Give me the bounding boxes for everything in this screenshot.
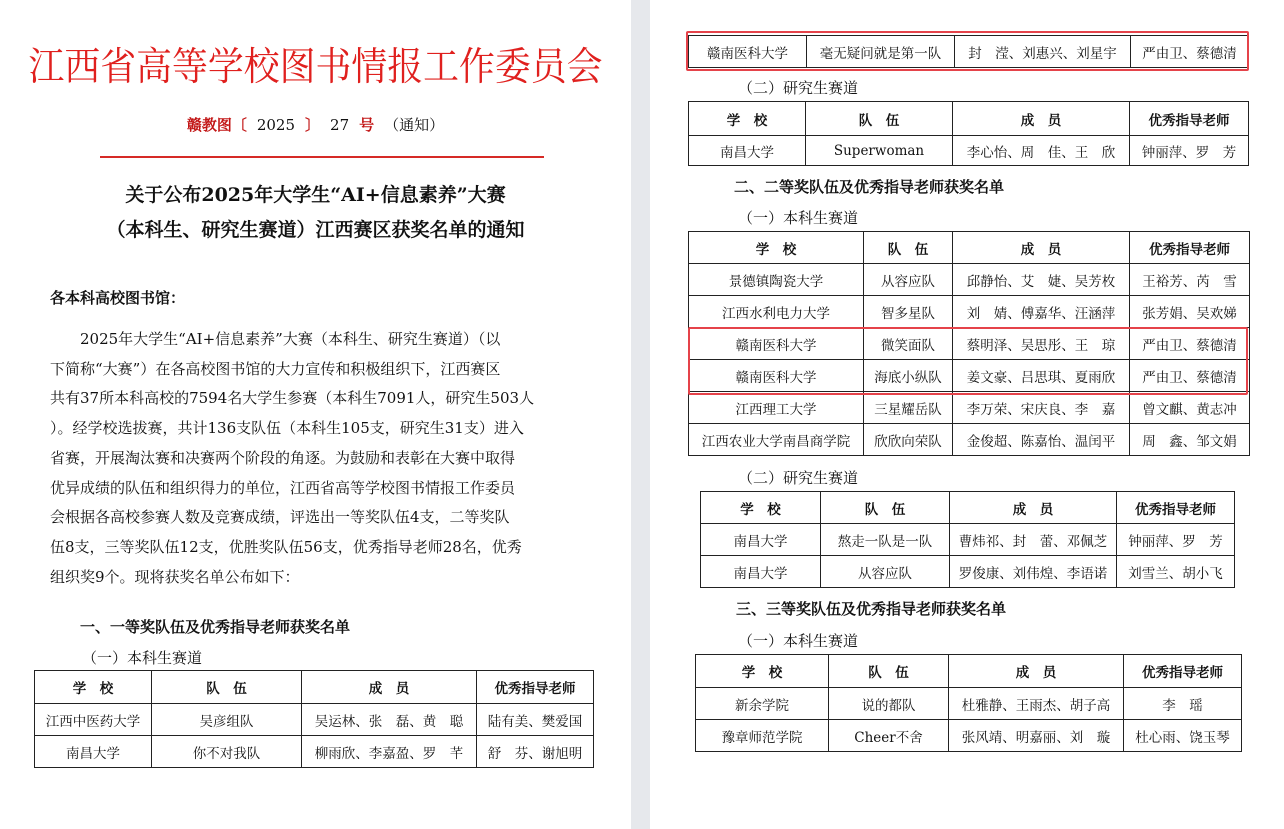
header-advisors: 优秀指导老师 [1130, 102, 1249, 136]
cell-members: 张风靖、明嘉丽、刘 璇 [949, 720, 1124, 752]
header-members: 成 员 [949, 655, 1124, 688]
cell-advisors: 张芳娟、吴欢娣 [1130, 296, 1250, 328]
document-page-left [0, 0, 631, 829]
table-header-row [689, 232, 1250, 264]
body-line: 组织奖9个。现将获奖名单公布如下： [50, 567, 300, 586]
header-school: 学 校 [689, 232, 864, 264]
subsection-undergrad: （一）本科生赛道 [738, 209, 859, 227]
subsection-grad: （二）研究生赛道 [738, 469, 859, 487]
cell-advisors: 严由卫、蔡德清 [1130, 328, 1250, 360]
cell-advisors: 王裕芳、芮 雪 [1130, 264, 1250, 296]
cell-members: 蔡明泽、吴思彤、王 琼 [953, 328, 1130, 360]
first-prize-grad-table [688, 101, 1249, 166]
cell-team: 熬走一队是一队 [821, 524, 950, 556]
table-row [701, 556, 1235, 588]
cell-team: Superwoman [806, 136, 953, 166]
section-heading-second-prize: 二、二等奖队伍及优秀指导老师获奖名单 [734, 178, 1005, 196]
table-header-row [701, 492, 1235, 524]
table-row [701, 524, 1235, 556]
cell-members: 李万荣、宋庆良、李 嘉 [953, 392, 1130, 424]
cell-team: 海底小纵队 [864, 360, 953, 392]
body-line: 下简称“大赛”）在各高校图书馆的大力宣传和积极组织下，江西赛区 [50, 359, 501, 378]
cell-team: 欣欣向荣队 [864, 424, 953, 456]
third-prize-undergrad-table [695, 654, 1242, 752]
header-members: 成 员 [302, 671, 477, 704]
header-advisors: 优秀指导老师 [1124, 655, 1242, 688]
table-row [689, 424, 1250, 456]
cell-advisors: 周 鑫、邹文娟 [1130, 424, 1250, 456]
header-school: 学 校 [701, 492, 821, 524]
header-members: 成 员 [953, 232, 1130, 264]
table-row [696, 720, 1242, 752]
header-advisors: 优秀指导老师 [1117, 492, 1235, 524]
header-school: 学 校 [35, 671, 152, 704]
cell-school: 新余学院 [696, 688, 829, 720]
body-line: 共有37所本科高校的7594名大学生参赛（本科生7091人，研究生503人 [50, 389, 535, 408]
cell-members: 杜雅静、王雨杰、胡子高 [949, 688, 1124, 720]
body-line: 2025年大学生“AI+信息素养”大赛（本科生、研究生赛道）（以 [80, 330, 501, 348]
cell-school: 赣南医科大学 [689, 36, 807, 68]
document-number [0, 114, 631, 135]
cell-team: 从容应队 [864, 264, 953, 296]
highlight-box-second-prize-rows [688, 327, 1248, 395]
doc-suffix: 号 [359, 116, 375, 134]
doc-year: 2025 [256, 116, 296, 134]
cell-school: 赣南医科大学 [689, 328, 864, 360]
header-team: 队 伍 [806, 102, 953, 136]
table-row [689, 264, 1250, 296]
cell-advisors: 钟丽萍、罗 芳 [1130, 136, 1249, 166]
cell-school: 南昌大学 [701, 556, 821, 588]
body-paragraph [50, 325, 580, 592]
cell-school: 赣南医科大学 [689, 360, 864, 392]
cell-school: 江西中医药大学 [35, 704, 152, 736]
cell-school: 江西水利电力大学 [689, 296, 864, 328]
body-line: 伍8支，三等奖队伍12支，优胜奖队伍56支，优秀指导老师28名，优秀 [50, 537, 522, 556]
salutation: 各本科高校图书馆： [50, 289, 186, 307]
header-advisors: 优秀指导老师 [477, 671, 594, 704]
header-divider [100, 156, 544, 158]
doc-prefix: 赣教图〔 [186, 116, 247, 134]
table-header-row [696, 655, 1242, 688]
body-line: ）。经学校选拔赛，共计136支队伍（本科生105支，研究生31支）进入 [50, 419, 524, 438]
subsection-grad: （二）研究生赛道 [738, 79, 859, 97]
header-team: 队 伍 [829, 655, 949, 688]
cell-members: 吴运林、张 磊、黄 聪 [302, 704, 477, 736]
cell-members: 罗俊康、刘伟煌、李语诺 [950, 556, 1117, 588]
table-row [696, 688, 1242, 720]
notice-title-line2: （本科生、研究生赛道）江西赛区获奖名单的通知 [106, 219, 525, 241]
cell-advisors: 杜心雨、饶玉琴 [1124, 720, 1242, 752]
cell-advisors: 舒 芬、谢旭明 [477, 736, 594, 768]
cell-school: 江西农业大学南昌商学院 [689, 424, 864, 456]
body-line: 会根据各高校参赛人数及竞赛成绩，评选出一等奖队伍4支，二等奖队 [50, 508, 510, 527]
cell-school: 景德镇陶瓷大学 [689, 264, 864, 296]
cell-school: 南昌大学 [35, 736, 152, 768]
highlight-box-top-row [686, 31, 1249, 71]
table-row [689, 136, 1249, 166]
cell-school: 江西理工大学 [689, 392, 864, 424]
header-team: 队 伍 [152, 671, 302, 704]
header-team: 队 伍 [864, 232, 953, 264]
cell-team: 毫无疑问就是第一队 [807, 36, 955, 68]
cell-team: 你不对我队 [152, 736, 302, 768]
header-members: 成 员 [950, 492, 1117, 524]
cell-team: Cheer不舍 [829, 720, 949, 752]
table-row [689, 392, 1250, 424]
header-advisors: 优秀指导老师 [1130, 232, 1250, 264]
cell-team: 智多星队 [864, 296, 953, 328]
body-line: 省赛，开展淘汰赛和决赛两个阶段的角逐。为鼓励和表彰在大赛中取得 [50, 448, 516, 467]
cell-advisors: 曾文麒、黄志冲 [1130, 392, 1250, 424]
cell-advisors: 严由卫、蔡德清 [1130, 360, 1250, 392]
doc-num: 27 [330, 116, 350, 134]
table-row [35, 736, 594, 768]
body-line: 优异成绩的队伍和组织得力的单位，江西省高等学校图书情报工作委员 [50, 478, 516, 497]
cell-school: 豫章师范学院 [696, 720, 829, 752]
cell-advisors: 李 瑶 [1124, 688, 1242, 720]
cell-school: 南昌大学 [689, 136, 806, 166]
issuer-header-title: 江西省高等学校图书情报工作委员会 [28, 45, 603, 90]
section-heading-first-prize: 一、一等奖队伍及优秀指导老师获奖名单 [80, 618, 351, 636]
cell-team: 微笑面队 [864, 328, 953, 360]
header-school: 学 校 [689, 102, 806, 136]
notice-title-line1: 关于公布2025年大学生“AI+信息素养”大赛 [125, 184, 506, 206]
table-header-row [689, 102, 1249, 136]
cell-advisors: 陆有美、樊爱国 [477, 704, 594, 736]
cell-members: 柳雨欣、李嘉盈、罗 芊 [302, 736, 477, 768]
second-prize-grad-table [700, 491, 1235, 588]
cell-team: 吴彦组队 [152, 704, 302, 736]
cell-advisors: 严由卫、蔡德清 [1131, 36, 1249, 68]
cell-school: 南昌大学 [701, 524, 821, 556]
cell-members: 邱静怡、艾 婕、吴芳枚 [953, 264, 1130, 296]
table-row [35, 704, 594, 736]
cell-advisors: 钟丽萍、罗 芳 [1117, 524, 1235, 556]
cell-team: 从容应队 [821, 556, 950, 588]
cell-advisors: 刘雪兰、胡小飞 [1117, 556, 1235, 588]
table-header-row [35, 671, 594, 704]
subsection-undergrad: （一）本科生赛道 [738, 632, 859, 650]
table-row [689, 296, 1250, 328]
cell-team: 三星耀岳队 [864, 392, 953, 424]
doc-type: （通知） [384, 116, 445, 134]
cell-members: 封 滢、刘惠兴、刘星宇 [955, 36, 1131, 68]
cell-members: 金俊超、陈嘉怡、温闰平 [953, 424, 1130, 456]
cell-members: 姜文豪、吕思琪、夏雨欣 [953, 360, 1130, 392]
first-prize-undergrad-table [34, 670, 594, 768]
document-page-right [650, 0, 1284, 829]
cell-members: 刘 婧、傅嘉华、汪涵萍 [953, 296, 1130, 328]
header-school: 学 校 [696, 655, 829, 688]
subsection-undergrad: （一）本科生赛道 [82, 649, 203, 667]
cell-members: 曹炜祁、封 蕾、邓佩芝 [950, 524, 1117, 556]
cell-team: 说的都队 [829, 688, 949, 720]
header-team: 队 伍 [821, 492, 950, 524]
header-members: 成 员 [953, 102, 1130, 136]
cell-members: 李心怡、周 佳、王 欣 [953, 136, 1130, 166]
section-heading-third-prize: 三、三等奖队伍及优秀指导老师获奖名单 [736, 600, 1007, 618]
doc-bracket: 〕 [305, 116, 321, 134]
